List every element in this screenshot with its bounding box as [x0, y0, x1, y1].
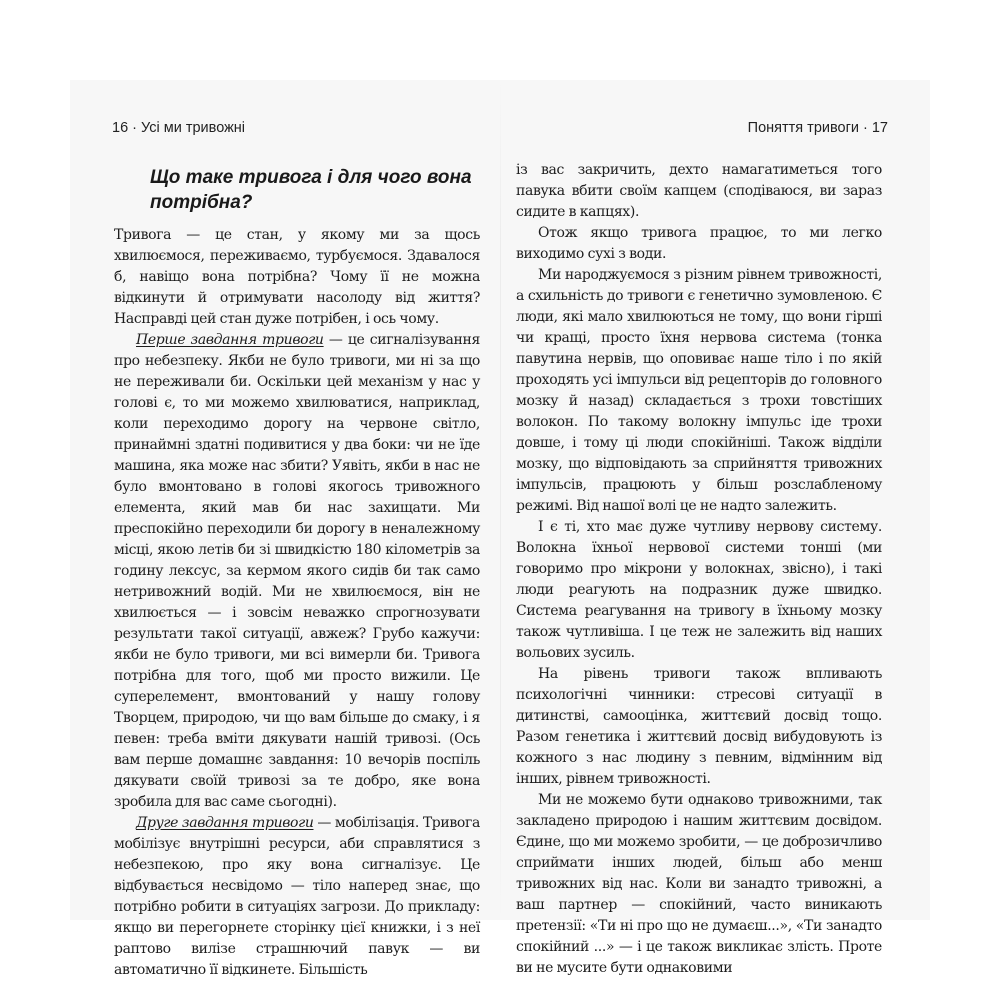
paragraph: Друге завдання тривоги — мобілізація. Тривога мобілізує внутрішні ресурси, аби справлятися з небезпекою, про яку вона сигналізує. Це відбувається несвідомо — тіло наперед знає, що потрібно робити в ситуаціях загрози. До прикладу: якщо ви перегорнете сторінку цієї книжки, і з неї раптово вилізе страшнючий павук — ви автоматично її відкинете. Більшість	[114, 815, 480, 978]
paragraph: Ми народжуємося з різним рівнем тривожності, а схильність до тривоги є генетично зумовленою. Є люди, які мало хвилюються не тому, що вони гірші чи кращі, просто їхня нервова система (тонка павутина нервів, що оповиває наше тіло і по якій проходять усі імпульси від рецепторів до головного мозку й назад) складається з трохи товстіших волокон. По такому волокну імпульс іде трохи довше, і тому ці люди спокійніші. Також відділи мозку, що відповідають за сприйняття тривожних імпульсів, працюють у більш розслабленому режимі. Від нашої волі це не надто залежить.	[516, 267, 882, 514]
paragraph: На рівень тривоги також впливають психологічні чинники: стресові ситуації в дитинстві, самооцінка, життєвий досвід тощо. Разом генетика і життєвий досвід вибудовують із кожного з нас людину з певним, відмінним від інших, рівнем тривожності.	[516, 666, 882, 787]
left-page	[70, 80, 500, 978]
right-text-column	[516, 160, 882, 979]
right-running-head: Поняття тривоги · 17	[747, 120, 888, 136]
paragraph: Отож якщо тривога працює, то ми легко виходимо сухі з води.	[516, 225, 882, 262]
paragraph: І є ті, хто має дуже чутливу нервову систему. Волокна їхньої нервової системи тонші (ми говоримо про мікрони у волокнах, звісно), і такі люди реагують на подразник дуже швидко. Система реагування на тривогу в їхньому мозку також чутливіша. І це теж не залежить від наших вольових зусиль.	[516, 519, 882, 661]
paragraph-lead: Друге завдання тривоги	[136, 815, 314, 831]
paragraph: Ми не можемо бути однаково тривожними, так закладено природою і нашим життєвим досвідом. Єдине, що ми можемо зробити, — це доброзичливо сприймати інших людей, більш або менш тривожних від нас. Коли ви занадто тривожні, а ваш партнер — спокійний, часто виникають претензії: «Ти ні про що не думаєш...», «Ти занадто спокійний ...» — і це також викликає злість. Проте ви не мусите бути однаковими	[516, 792, 882, 976]
left-running-head: 16 · Усі ми тривожні	[112, 120, 246, 136]
paragraph-lead: Перше завдання тривоги	[136, 332, 324, 348]
book-spread	[70, 80, 930, 978]
paragraph: із вас закричить, дехто намагатиметься того павука вбити своїм капцем (сподіваюся, ви зараз сидите в капцях).	[516, 162, 882, 220]
right-page	[500, 80, 930, 976]
section-heading: Що таке тривога і для чого вона потрібна?	[150, 167, 472, 213]
paragraph: Перше завдання тривоги — це сигналізування про небезпеку. Якби не було тривоги, ми ні за що не переживали би. Оскільки цей механізм у нас у голові є, то ми можемо хвилюватися, наприклад, коли переходимо дорогу на червоне світло, принаймні здатні подивитися у два боки: чи не їде машина, яка може нас збити? Уявіть, якби в нас не було вмонтовано в голові якогось тривожного елемента, який мав би нас захищати. Ми преспокійно переходили би дорогу в неналежному місці, якою летів би зі швидкістю 180 кілометрів за годину лексус, за кермом якого сидів би так само нетривожний водій. Ми не хвилюємося, він не хвилюється — і зовсім неважко спрогнозувати результати такої ситуації, авжеж? Грубо кажучи: якби не було тривоги, ми всі вимерли би. Тривога потрібна для того, щоб ми просто вижили. Це суперелемент, вмонтований у нашу голову Творцем, природою, чи що вам більше до смаку, і я певен: треба вміти дякувати нашій тривозі. (Ось вам перше домашнє завдання: 10 вечорів поспіль дякувати своїй тривозі за те добро, яке вона зробила для вас саме сьогодні).	[114, 332, 480, 810]
left-text-column	[114, 165, 480, 981]
paragraph: Тривога — це стан, у якому ми за щось хвилюємося, переживаємо, турбуємося. Здавалося б, навіщо вона потрібна? Чому її не можна відкинути й отримувати насолоду від життя? Насправді цей стан дуже потрібен, і ось чому.	[114, 227, 480, 327]
